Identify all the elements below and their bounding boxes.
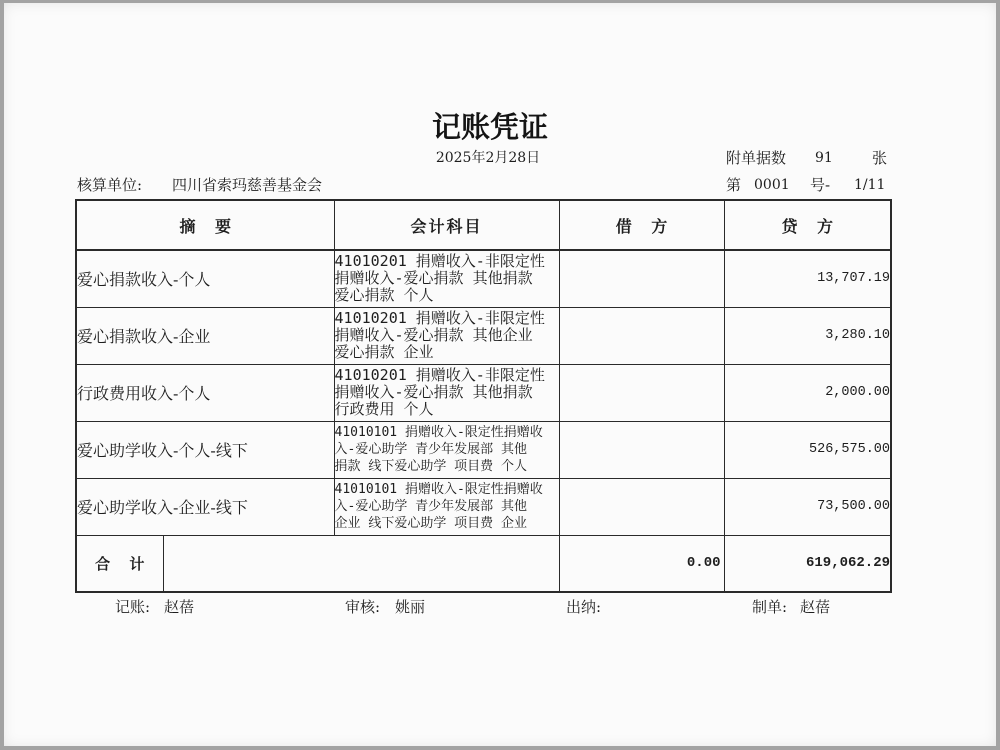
row-account [334, 307, 559, 364]
voucher-number-suffix: 号- [810, 176, 831, 194]
row-summary: 爱心捐款收入-企业 [76, 307, 334, 364]
table-row [76, 364, 891, 421]
account-line: 入-爱心助学 青少年发展部 其他 [334, 442, 527, 457]
reviewer-name: 姚丽 [395, 598, 426, 616]
cashier-label: 出纳: [566, 598, 602, 616]
reviewer-label: 审核: [345, 598, 381, 616]
header-account: 会计科目 [334, 200, 559, 250]
account-line: 41010101 捐赠收入-限定性捐赠收 [334, 482, 543, 497]
bookkeeper-label: 记账: [115, 598, 151, 616]
account-line: 行政费用 个人 [334, 400, 434, 418]
accounting-unit-label: 核算单位: [77, 176, 143, 194]
preparer-label: 制单: [752, 598, 788, 616]
row-summary: 行政费用收入-个人 [76, 364, 334, 421]
account-line: 入-爱心助学 青少年发展部 其他 [334, 499, 527, 514]
row-debit [559, 421, 724, 478]
voucher-page: 1/11 [854, 177, 886, 193]
account-line: 爱心捐款 个人 [334, 286, 434, 305]
header-credit: 贷 方 [724, 200, 891, 250]
bookkeeper-name: 赵蓓 [164, 598, 195, 616]
header-summary: 摘 要 [76, 200, 334, 250]
total-debit: 0.00 [559, 535, 724, 592]
table-row [76, 250, 891, 307]
account-line: 41010201 捐赠收入-非限定性 [334, 366, 545, 384]
row-account [334, 421, 559, 478]
row-debit [559, 250, 724, 307]
voucher-title: 记账凭证 [431, 110, 548, 144]
account-line: 捐赠收入-爱心捐款 其他捐款 [334, 269, 533, 288]
header-debit: 借 方 [559, 200, 724, 250]
total-credit: 619,062.29 [724, 535, 891, 592]
account-line: 捐赠收入-爱心捐款 其他捐款 [334, 383, 533, 401]
table-row [76, 421, 891, 478]
row-credit: 73,500.00 [724, 478, 891, 535]
table-header-row [76, 200, 891, 250]
attachments-unit: 张 [872, 149, 888, 167]
account-line: 捐赠收入-爱心捐款 其他企业 [334, 326, 533, 344]
row-summary: 爱心助学收入-企业-线下 [76, 478, 334, 535]
row-debit [559, 307, 724, 364]
account-line: 捐款 线下爱心助学 项目费 个人 [334, 459, 527, 474]
row-credit: 526,575.00 [724, 421, 891, 478]
table-row [76, 307, 891, 364]
account-line: 41010201 捐赠收入-非限定性 [334, 309, 545, 327]
row-credit: 2,000.00 [724, 364, 891, 421]
account-line: 爱心捐款 企业 [334, 343, 434, 361]
attachments-count: 91 [815, 150, 833, 166]
account-line: 41010201 捐赠收入-非限定性 [334, 252, 545, 271]
row-account [334, 364, 559, 421]
table-row [76, 478, 891, 535]
voucher-number-prefix: 第 [726, 176, 742, 194]
total-row [76, 535, 891, 592]
voucher-date: 2025年2月28日 [435, 150, 541, 166]
account-line: 41010101 捐赠收入-限定性捐赠收 [334, 425, 543, 440]
row-credit: 13,707.19 [724, 250, 891, 307]
row-debit [559, 364, 724, 421]
preparer-name: 赵蓓 [800, 598, 831, 616]
row-summary: 爱心助学收入-个人-线下 [76, 421, 334, 478]
account-line: 企业 线下爱心助学 项目费 企业 [334, 516, 527, 531]
total-label: 合 计 [76, 535, 163, 592]
row-account [334, 250, 559, 307]
row-credit: 3,280.10 [724, 307, 891, 364]
voucher-table [75, 199, 892, 593]
voucher-number: 0001 [754, 177, 790, 193]
accounting-unit-name: 四川省索玛慈善基金会 [172, 176, 323, 194]
row-debit [559, 478, 724, 535]
attachments-label: 附单据数 [726, 149, 787, 167]
total-blank-cell [163, 535, 559, 592]
row-summary: 爱心捐款收入-个人 [76, 250, 334, 307]
row-account [334, 478, 559, 535]
